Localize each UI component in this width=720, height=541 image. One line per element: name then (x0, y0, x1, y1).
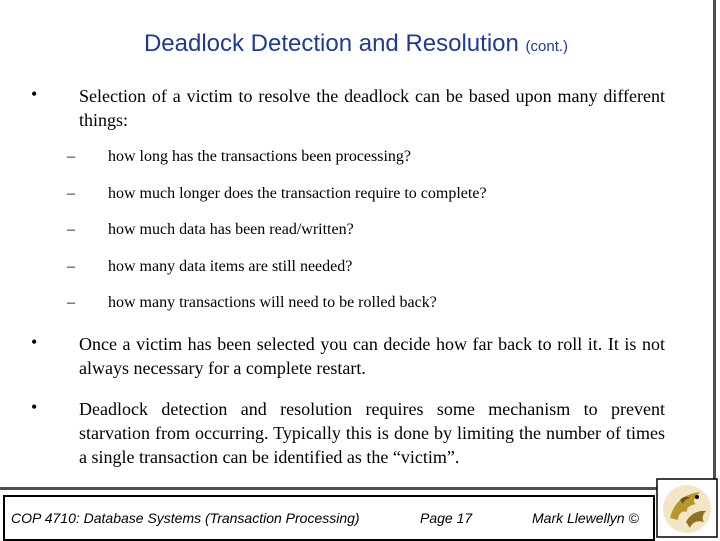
ucf-pegasus-logo-icon (656, 478, 718, 538)
slide-title (0, 30, 712, 58)
footer-author: Mark Llewellyn © (532, 510, 639, 526)
footer-bar (3, 495, 655, 541)
sub-dash: – (67, 221, 75, 238)
sub-item-data-read-written: how much data has been read/written? (108, 221, 354, 238)
footer-course: COP 4710: Database Systems (Transaction Processing) (11, 510, 360, 526)
sub-dash: – (67, 294, 75, 311)
slide-title-main: Deadlock Detection and Resolution (143, 30, 519, 57)
sub-item-data-items-needed: how many data items are still needed? (108, 258, 353, 275)
sub-dash: – (67, 258, 75, 275)
bullet-text-starvation: Deadlock detection and resolution requires some mechanism to prevent starvation from occurring. Typically this is done by limiting the number of times a single transaction can be identified as the “victim”. (79, 399, 665, 467)
bullet-text-victim-selection: Selection of a victim to resolve the deadlock can be based upon many different things: (79, 86, 665, 130)
sub-item-processing-time: how long has the transactions been processing? (108, 148, 412, 165)
sub-dash: – (67, 148, 75, 165)
slide-title-suffix: (cont.) (525, 38, 569, 55)
bullet-marker: • (31, 332, 38, 352)
sub-item-time-to-complete: how much longer does the transaction require to complete? (108, 185, 487, 202)
bullet-text-rollback: Once a victim has been selected you can decide how far back to roll it. It is not always necessary for a complete restart. (79, 334, 665, 378)
sub-item-rolled-back: how many transactions will need to be rolled back? (108, 294, 437, 311)
sub-dash: – (67, 185, 75, 202)
slide-footer (0, 492, 655, 540)
footer-page-number: Page 17 (420, 510, 473, 526)
bullet-marker: • (31, 84, 38, 104)
slide-frame-bottom (0, 487, 716, 490)
slide-frame-right (713, 0, 716, 490)
bullet-marker: • (31, 397, 38, 417)
